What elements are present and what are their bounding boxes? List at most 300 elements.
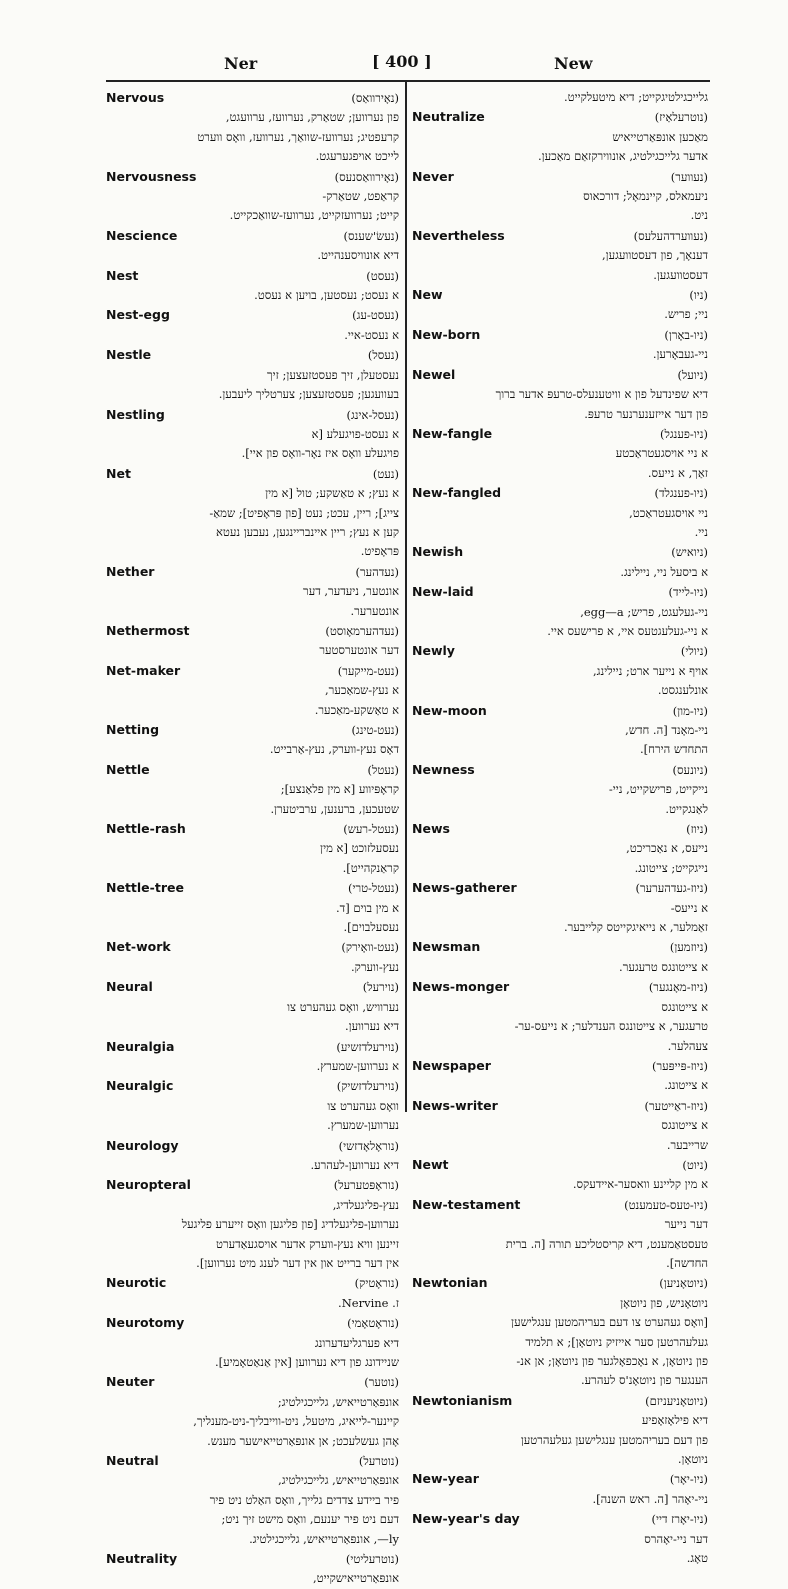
dictionary-entry bbox=[106, 226, 399, 266]
dictionary-entry bbox=[412, 285, 708, 325]
definition-line: קראַנקהייט]. bbox=[342, 860, 399, 875]
dictionary-entry bbox=[412, 226, 708, 285]
headword: Nettle-rash bbox=[106, 821, 186, 837]
entry-head bbox=[106, 167, 399, 187]
dictionary-entry bbox=[106, 1451, 399, 1549]
dictionary-entry bbox=[106, 760, 399, 819]
dictionary-entry bbox=[412, 1155, 708, 1195]
definition-line: אונפּאַרטייאיש, גלייכגילטיג, bbox=[278, 1473, 399, 1488]
pronunciation: (ניו) bbox=[689, 288, 708, 303]
definition-line: דיא שפינדעל פון א וויטענעלס-טרעפּ אדער ברוך bbox=[495, 387, 708, 402]
entry-head bbox=[106, 760, 399, 780]
definition-line: ניוטאָן. bbox=[677, 1452, 708, 1467]
definition-line: ניי. bbox=[694, 524, 708, 539]
definition-line: קיינער-לייאיג, מיטעל, ניט-ווייבליך-ניט-מענליך, bbox=[193, 1414, 399, 1429]
dictionary-entry bbox=[106, 977, 399, 1036]
pronunciation: (ניו-באָרן) bbox=[664, 327, 708, 342]
definition-line: זאַך, א נייעס. bbox=[647, 465, 708, 480]
definition-line: א ניי אויסגעטראַכטע bbox=[615, 446, 708, 461]
definition-line: אונפּאַרטייאיש, גלייכגילטיג; bbox=[277, 1394, 399, 1409]
pronunciation: (נוטרעליטי) bbox=[345, 1552, 399, 1567]
pronunciation: (נעדהערמאָוסט) bbox=[325, 623, 399, 638]
dictionary-entry bbox=[412, 424, 708, 483]
right-column bbox=[412, 88, 708, 1566]
headword: Newness bbox=[412, 761, 475, 777]
definition-line: נערוויש, וואָס געהערט צו bbox=[287, 999, 399, 1014]
headword: News-writer bbox=[412, 1097, 498, 1113]
dictionary-entry bbox=[106, 1372, 399, 1451]
definition-line: ניי-געלעגט, פריש; egg—a, bbox=[580, 604, 708, 619]
pronunciation: (ניואיש) bbox=[671, 545, 708, 560]
column-divider bbox=[405, 82, 407, 1112]
dictionary-entry bbox=[412, 542, 708, 582]
definition-line: אין דער ברייט און אין דער לענג מיט נערווען]. bbox=[196, 1255, 399, 1270]
entry-head bbox=[106, 1273, 399, 1293]
headword: Newel bbox=[412, 366, 456, 382]
definition-line: התחדש הירח]. bbox=[640, 742, 708, 757]
definition-line: בעוועגען; פעסטזעצען; צערטליך ליעבען. bbox=[218, 387, 399, 402]
definition-line: ניעמאלס, קיינמאָל; דורכאוס bbox=[583, 189, 708, 204]
definition-line: גלייכגילטיגקייט; דיא מיטעלקייט. bbox=[564, 90, 708, 104]
headword: New-born bbox=[412, 326, 481, 342]
headword: Neuralgic bbox=[106, 1078, 174, 1094]
header-right-guideword: New bbox=[554, 54, 593, 73]
entry-head bbox=[106, 661, 399, 681]
definition-line: ניי-מאָנד [ה. חדש, bbox=[625, 723, 708, 737]
definition-line: טעסטאַמענט, דיא קריסטליכע תורה [ה. ברית bbox=[505, 1236, 708, 1251]
headword: Net bbox=[106, 465, 131, 481]
pronunciation: (נאָירוואַסנעס) bbox=[334, 169, 399, 184]
pronunciation: (נוטער) bbox=[364, 1375, 399, 1390]
headword: Never bbox=[412, 168, 454, 184]
headword: Neutralize bbox=[412, 109, 485, 125]
dictionary-entry bbox=[106, 345, 399, 404]
definition-line: אונטער, ניעדער, דער bbox=[303, 584, 399, 599]
pronunciation: (נעטל) bbox=[367, 762, 399, 777]
entry-head bbox=[412, 285, 708, 305]
definition-line: א צייטונגס bbox=[661, 1118, 708, 1133]
definition-line: א נעץ; א טאַשקע; טול [א מין bbox=[265, 486, 399, 501]
entry-head bbox=[106, 1451, 399, 1471]
headword: Nervous bbox=[106, 90, 165, 105]
definition-line: ניי-געבאָרען. bbox=[652, 347, 708, 362]
definition-line: אָהן געשלעכט; אן אונפּאַרטייאישער מענש. bbox=[207, 1433, 399, 1448]
dictionary-entry bbox=[106, 1136, 399, 1176]
dictionary-entry bbox=[106, 1313, 399, 1372]
definition-line: א נעסט; נעסטען, בויען א נעסט. bbox=[254, 288, 399, 303]
definition-line: א מין בוים [ד. bbox=[336, 900, 399, 915]
pronunciation: (ניו-טעס-טעמענט) bbox=[624, 1197, 708, 1212]
headword: New-year bbox=[412, 1471, 479, 1487]
dictionary-entry bbox=[106, 305, 399, 345]
dictionary-entry bbox=[106, 1273, 399, 1313]
definition-line: אויף א נייער ארט; ניילינג, bbox=[593, 663, 708, 678]
definition-line: נעסעלזוכט [א מין bbox=[320, 841, 399, 856]
header-left-guideword: Ner bbox=[224, 54, 258, 73]
pronunciation: (נעט) bbox=[372, 466, 399, 481]
headword: Newish bbox=[412, 544, 464, 560]
definition-line: נייעס, א נאַכריכט, bbox=[626, 841, 708, 856]
headword: Neuter bbox=[106, 1374, 155, 1390]
headword: Neurotic bbox=[106, 1275, 167, 1291]
entry-head bbox=[106, 937, 399, 957]
entry-head bbox=[412, 1273, 708, 1293]
entry-head bbox=[412, 641, 708, 661]
definition-line: ניוטאָניש, פון ניוטאָן bbox=[620, 1295, 708, 1310]
headword: News-monger bbox=[412, 979, 510, 995]
dictionary-entry bbox=[106, 1037, 399, 1077]
entry-head bbox=[106, 88, 399, 108]
headword: Nethermost bbox=[106, 622, 190, 638]
pronunciation: (נעווערדהעלעס) bbox=[633, 228, 708, 243]
headword: Newt bbox=[412, 1156, 449, 1172]
definition-line: נעסטעלן, זיך פעסטזעצען; זיך bbox=[267, 367, 399, 382]
definition-line: קראָפּיווע [א מין פלאַנצע]; bbox=[280, 782, 399, 797]
definition-line: החדשה]. bbox=[666, 1255, 708, 1270]
entry-head bbox=[106, 1076, 399, 1096]
definition-line: א נעסט-פויגעלע [א bbox=[311, 426, 399, 441]
pronunciation: (נוירעלדזשיע) bbox=[336, 1039, 399, 1054]
headword: Newtonian bbox=[412, 1275, 488, 1291]
dictionary-entry bbox=[412, 701, 708, 760]
definition-line: צייג]; ריין, עכט; נעט [פון פּראָפיט]; שמאַ- bbox=[209, 505, 399, 520]
entry-head bbox=[412, 424, 708, 444]
entry-head bbox=[412, 701, 708, 721]
definition-line: לייכט אויפגערעגט. bbox=[315, 149, 399, 164]
entry-head bbox=[412, 878, 708, 898]
definition-line: פון נערווען; שטאַרק, נערוועז, ערוועגט, bbox=[225, 110, 399, 125]
headword: Neuralgia bbox=[106, 1038, 175, 1054]
definition-line: דער אונטערסטער bbox=[319, 643, 399, 658]
pronunciation: (נוירעלדזשיק) bbox=[336, 1079, 399, 1094]
definition-line: ניט. bbox=[690, 208, 708, 223]
entry-head bbox=[106, 345, 399, 365]
dictionary-entry bbox=[412, 325, 708, 365]
definition-line: זיינען וויא נעץ-ווערק אדער אויסגעאַדערט bbox=[216, 1236, 399, 1251]
entry-head bbox=[412, 819, 708, 839]
definition-line: א נעסט-איי. bbox=[344, 327, 399, 342]
headword: News-gatherer bbox=[412, 880, 517, 896]
definition-line: קען א נעץ; ריין איינבריינגען, נעבען נעטא bbox=[215, 524, 399, 539]
entry-head bbox=[106, 878, 399, 898]
entry-head bbox=[412, 937, 708, 957]
headword: Nest bbox=[106, 267, 139, 283]
entry-head bbox=[412, 107, 708, 127]
definition-line: טרעגער, א צייטונגס הענדלער; א נייעס-ער- bbox=[514, 1019, 708, 1034]
entry-head bbox=[412, 1509, 708, 1529]
dictionary-entry bbox=[106, 464, 399, 562]
entry-head bbox=[106, 977, 399, 997]
headword: New-moon bbox=[412, 702, 487, 718]
definition-line: קראַפט, שטאַרק- bbox=[322, 189, 399, 204]
dictionary-entry bbox=[412, 977, 708, 1056]
definition-line: נעץ-ווערק. bbox=[351, 959, 399, 974]
pronunciation: (ניו-פענגלד) bbox=[654, 486, 708, 501]
dictionary-entry bbox=[412, 1056, 708, 1096]
pronunciation: (ניועל) bbox=[677, 367, 708, 382]
entry-head bbox=[106, 562, 399, 582]
entry-head bbox=[106, 226, 399, 246]
entry-head bbox=[106, 266, 399, 286]
entry-head bbox=[106, 621, 399, 641]
headword: Neuropteral bbox=[106, 1177, 191, 1193]
left-column bbox=[106, 88, 399, 1586]
definition-line: פּראָפיט. bbox=[360, 544, 399, 559]
headword: New-fangled bbox=[412, 485, 502, 501]
entry-head bbox=[412, 1056, 708, 1076]
pronunciation: (ניונעס) bbox=[672, 762, 708, 777]
entry-head bbox=[412, 582, 708, 602]
definition-line: זאַמלער, א נייאיגקייטס קלייבער. bbox=[563, 920, 708, 935]
definition-line: דעסטוועגען. bbox=[653, 267, 708, 282]
dictionary-entry bbox=[412, 1096, 708, 1155]
definition-line: נעץ-פליגעלדיג, bbox=[332, 1197, 399, 1212]
pronunciation: (נוראָלאָדזשי) bbox=[338, 1138, 399, 1153]
pronunciation: (ניו-פענגל) bbox=[659, 426, 708, 441]
definition-line: א טאַשקע-מאַכער. bbox=[314, 702, 399, 717]
definition-line: מאַכען אונפּאַרטייאיש bbox=[612, 129, 708, 144]
pronunciation: (ניו-יאָר) bbox=[669, 1472, 708, 1487]
entry-head bbox=[106, 1136, 399, 1156]
dictionary-entry bbox=[106, 1076, 399, 1135]
entry-head bbox=[106, 1549, 399, 1569]
entry-head bbox=[106, 464, 399, 484]
entry-head bbox=[412, 542, 708, 562]
definition-line: קרעפטיג; נערוועז-שוואַך, נערוועז, וואָס ווערט bbox=[197, 129, 399, 144]
definition-line: א נייעס- bbox=[670, 900, 708, 915]
dictionary-entry bbox=[106, 661, 399, 720]
headword: Newsman bbox=[412, 939, 481, 955]
pronunciation: (ניו-מון) bbox=[672, 703, 708, 718]
dictionary-entry bbox=[412, 1273, 708, 1390]
headword: New bbox=[412, 287, 443, 303]
pronunciation: (ניוז-געדהערער) bbox=[635, 881, 708, 896]
entry-head bbox=[106, 405, 399, 425]
headword: News bbox=[412, 821, 450, 837]
definition-line: אונטערער. bbox=[350, 603, 399, 618]
entry-head bbox=[412, 167, 708, 187]
definition-line: פון דער אייזענערנער טרעפּ. bbox=[584, 406, 708, 421]
headword: Nestling bbox=[106, 406, 165, 422]
headword: Neurology bbox=[106, 1137, 179, 1153]
headword: Nether bbox=[106, 563, 155, 579]
pronunciation: (נעטל-רעש) bbox=[343, 822, 399, 837]
headword: Nest-egg bbox=[106, 307, 170, 323]
pronunciation: (נוטרעלאַיז) bbox=[654, 110, 708, 125]
definition-line: געלעהרטען סער אייזיק ניוטאָן]; א תלמיד bbox=[525, 1334, 708, 1349]
headword: New-testament bbox=[412, 1196, 521, 1212]
dictionary-entry bbox=[412, 107, 708, 166]
definition-line: ניי אויסגעטראַכט, bbox=[629, 505, 708, 520]
headword: Net-maker bbox=[106, 662, 181, 678]
definition-line: [וואָס געהערט צו דעם בעריהמטען ענגלישען bbox=[511, 1315, 708, 1330]
pronunciation: (נוראָטאָמי) bbox=[347, 1316, 399, 1331]
definition-line: דאָס נעץ-ווערק, נעץ-אַרבייט. bbox=[269, 742, 399, 757]
dictionary-entry bbox=[106, 1175, 399, 1273]
definition-line: לאַנגקייט. bbox=[665, 801, 708, 816]
pronunciation: (נעט-מייקער) bbox=[337, 663, 399, 678]
dictionary-entry bbox=[106, 167, 399, 226]
pronunciation: (נעווער) bbox=[670, 169, 708, 184]
definition-line: דער ניי-יאָהרס bbox=[644, 1531, 708, 1546]
headword: Newtonianism bbox=[412, 1392, 513, 1408]
dictionary-entry bbox=[106, 720, 399, 760]
entry-head bbox=[106, 1313, 399, 1333]
definition-line: קייט; נערוועזקייט, נערוועז-שוואַכקייט. bbox=[229, 208, 399, 223]
definition-line: הענגער פון ניוטאָנ'ס לעהרע. bbox=[581, 1373, 708, 1388]
dictionary-entry bbox=[412, 641, 708, 700]
dictionary-entry bbox=[412, 1195, 708, 1274]
entry-head bbox=[106, 1037, 399, 1057]
pronunciation: (ניוז-ראַייטער) bbox=[644, 1098, 708, 1113]
dictionary-entry bbox=[412, 1391, 708, 1470]
entry-head bbox=[412, 1391, 708, 1411]
definition-line: נייגקייט; צייטונג. bbox=[634, 860, 708, 875]
dictionary-entry bbox=[412, 582, 708, 641]
pronunciation: (ניולי) bbox=[680, 644, 708, 659]
pronunciation: (נוראָפּטערעל) bbox=[333, 1178, 399, 1193]
definition-line: נעסעלבוים]. bbox=[343, 920, 399, 935]
definition-line: דיא פילאָזאָפיע bbox=[641, 1413, 708, 1428]
entry-head bbox=[106, 819, 399, 839]
entry-head bbox=[412, 1155, 708, 1175]
entry-head bbox=[106, 1372, 399, 1392]
dictionary-entry bbox=[412, 937, 708, 977]
dictionary-entry bbox=[106, 88, 399, 167]
dictionary-entry bbox=[106, 266, 399, 306]
headword: Newspaper bbox=[412, 1057, 491, 1073]
definition-line: א צייטונגס טרעגער. bbox=[619, 959, 708, 974]
pronunciation: (נאָירוואַס) bbox=[351, 91, 399, 105]
definition-line: נערווען-פליגעלדיג [פון פליגען וואָס זייערע פליגעל bbox=[181, 1217, 399, 1232]
pronunciation: (ניוז-פּייפּער) bbox=[651, 1058, 708, 1073]
pronunciation: (נעדהער) bbox=[355, 564, 399, 579]
entry-head bbox=[412, 365, 708, 385]
definition-line: א צייטונגס bbox=[661, 999, 708, 1014]
definition-line: פיר ביידע צדדים גלייך, וואָס האַלט ניט פיר bbox=[209, 1492, 399, 1507]
pronunciation: (ניוט) bbox=[682, 1157, 708, 1172]
headword: New-laid bbox=[412, 584, 474, 600]
definition-line: אדער גלייכגילטיג, אונווירקזאַם מאַכען. bbox=[538, 149, 708, 164]
pronunciation: (ניוז-מאָנגער) bbox=[648, 980, 708, 995]
headword: Nevertheless bbox=[412, 227, 505, 243]
entry-head bbox=[412, 977, 708, 997]
definition-line: דענאָך, פון דעסטוועגען, bbox=[601, 248, 708, 263]
headword: Neutrality bbox=[106, 1551, 178, 1567]
definition-line: ניי; פריש. bbox=[664, 307, 708, 322]
pronunciation: (ניו-יאָרז דיי) bbox=[651, 1512, 708, 1527]
headword: Neutral bbox=[106, 1453, 159, 1469]
entry-head bbox=[106, 305, 399, 325]
headword: New-fangle bbox=[412, 425, 493, 441]
definition-line: שניידונג פון דיא נערווען [אין אַנאַטאָמיע]. bbox=[215, 1355, 399, 1369]
definition-line: דיא פערגליעדערונג bbox=[314, 1335, 399, 1350]
pronunciation: (נעסל) bbox=[367, 348, 399, 363]
pronunciation: (נעסט-עג) bbox=[352, 308, 399, 323]
dictionary-entry bbox=[106, 937, 399, 977]
header-rule bbox=[106, 80, 710, 82]
definition-line: נייקייט, פרישקייט, ניי- bbox=[608, 782, 708, 797]
headword: Newly bbox=[412, 643, 455, 659]
dictionary-entry bbox=[412, 760, 708, 819]
dictionary-entry bbox=[106, 562, 399, 621]
headword: New-year's day bbox=[412, 1511, 520, 1527]
headword: Nervousness bbox=[106, 168, 197, 184]
definition-line: דיא נערווען. bbox=[345, 1019, 399, 1034]
pronunciation: (ניו-לייד) bbox=[668, 585, 708, 600]
definition-line: א ביסעל ניי, ניילינג. bbox=[620, 564, 708, 579]
headword: Netting bbox=[106, 722, 160, 737]
definition-line: ניי-יאָהר [ה. ראש השנה]. bbox=[592, 1491, 708, 1506]
dictionary-entry bbox=[412, 483, 708, 542]
pronunciation: (נעט-וואָירק) bbox=[341, 940, 399, 955]
headword: Nettle bbox=[106, 761, 150, 777]
headword: Neural bbox=[106, 979, 153, 995]
dictionary-entry bbox=[412, 819, 708, 878]
dictionary-entry bbox=[106, 621, 399, 661]
definition-line: א צייטונג. bbox=[664, 1078, 708, 1093]
pronunciation: (נעסל-אינג) bbox=[346, 407, 399, 422]
entry-head bbox=[412, 760, 708, 780]
pronunciation: (נוראָטיק) bbox=[354, 1276, 399, 1291]
page-number: [ 400 ] bbox=[372, 52, 432, 71]
dictionary-entry bbox=[106, 1549, 399, 1589]
entry-head bbox=[106, 1175, 399, 1195]
dictionary-entry bbox=[412, 365, 708, 424]
definition-line: ly—, אונפּאַרטייאיש, גלייכגילטיג. bbox=[249, 1531, 399, 1546]
definition-line: דיא נערווען-לעהרע. bbox=[310, 1157, 399, 1172]
definition-line: פון דעם בעריהמטען ענגלישען געלעהרטען bbox=[520, 1432, 708, 1447]
pronunciation: (נעטל-טרי) bbox=[347, 881, 399, 896]
definition-line: אונלענגסט. bbox=[657, 683, 708, 698]
entry-head bbox=[412, 1469, 708, 1489]
dictionary-entry bbox=[106, 819, 399, 878]
definition-line: ז. Nervine. bbox=[338, 1295, 399, 1310]
definition-line: דעם ניט פיר יענעם, וואָס מישט זיך ניט; bbox=[221, 1512, 399, 1527]
definition-line: אונפּאַרטייאישקייט, bbox=[313, 1571, 399, 1586]
pronunciation: (נעסט) bbox=[366, 268, 399, 283]
entry-head bbox=[106, 720, 399, 740]
pronunciation: (ניוטאָניען) bbox=[659, 1276, 708, 1291]
dictionary-entry bbox=[412, 88, 708, 107]
definition-line: וואָס געהערט צו bbox=[327, 1098, 399, 1113]
entry-head bbox=[412, 226, 708, 246]
definition-line: א מין קליינע וואסער-איידעקס. bbox=[572, 1177, 708, 1192]
definition-line: טאָג. bbox=[686, 1551, 708, 1566]
page-header bbox=[104, 50, 704, 76]
pronunciation: (ניוטאָניעניזם) bbox=[645, 1393, 708, 1408]
dictionary-entry bbox=[412, 167, 708, 226]
dictionary-entry bbox=[412, 1509, 708, 1568]
definition-line: א נערווען-שמערץ. bbox=[316, 1058, 399, 1073]
headword: Nettle-tree bbox=[106, 880, 184, 896]
pronunciation: (נוירעל) bbox=[362, 980, 399, 995]
definition-line: א נעץ-שמאַכער, bbox=[325, 683, 399, 698]
definition-line: פויגעלע וואָס איז נאָר-וואָס פון איי]. bbox=[241, 446, 399, 461]
definition-line: צעהלער. bbox=[667, 1038, 708, 1053]
headword: Net-work bbox=[106, 939, 171, 955]
entry-head bbox=[412, 325, 708, 345]
dictionary-entry bbox=[106, 405, 399, 464]
definition-line: פון ניוטאָן, א נאָכפאָלגער פון ניוטאָן; אן אנ- bbox=[516, 1354, 708, 1368]
pronunciation: (נוטרעל) bbox=[358, 1454, 399, 1469]
pronunciation: (נעט-טינג) bbox=[351, 723, 399, 737]
headword: Nestle bbox=[106, 347, 152, 363]
definition-line: נערווען-שמערץ. bbox=[327, 1118, 399, 1133]
definition-line: דער נייער bbox=[664, 1217, 708, 1232]
pronunciation: (ניוזמען) bbox=[669, 940, 708, 955]
definition-line: שרייבער. bbox=[666, 1137, 708, 1152]
